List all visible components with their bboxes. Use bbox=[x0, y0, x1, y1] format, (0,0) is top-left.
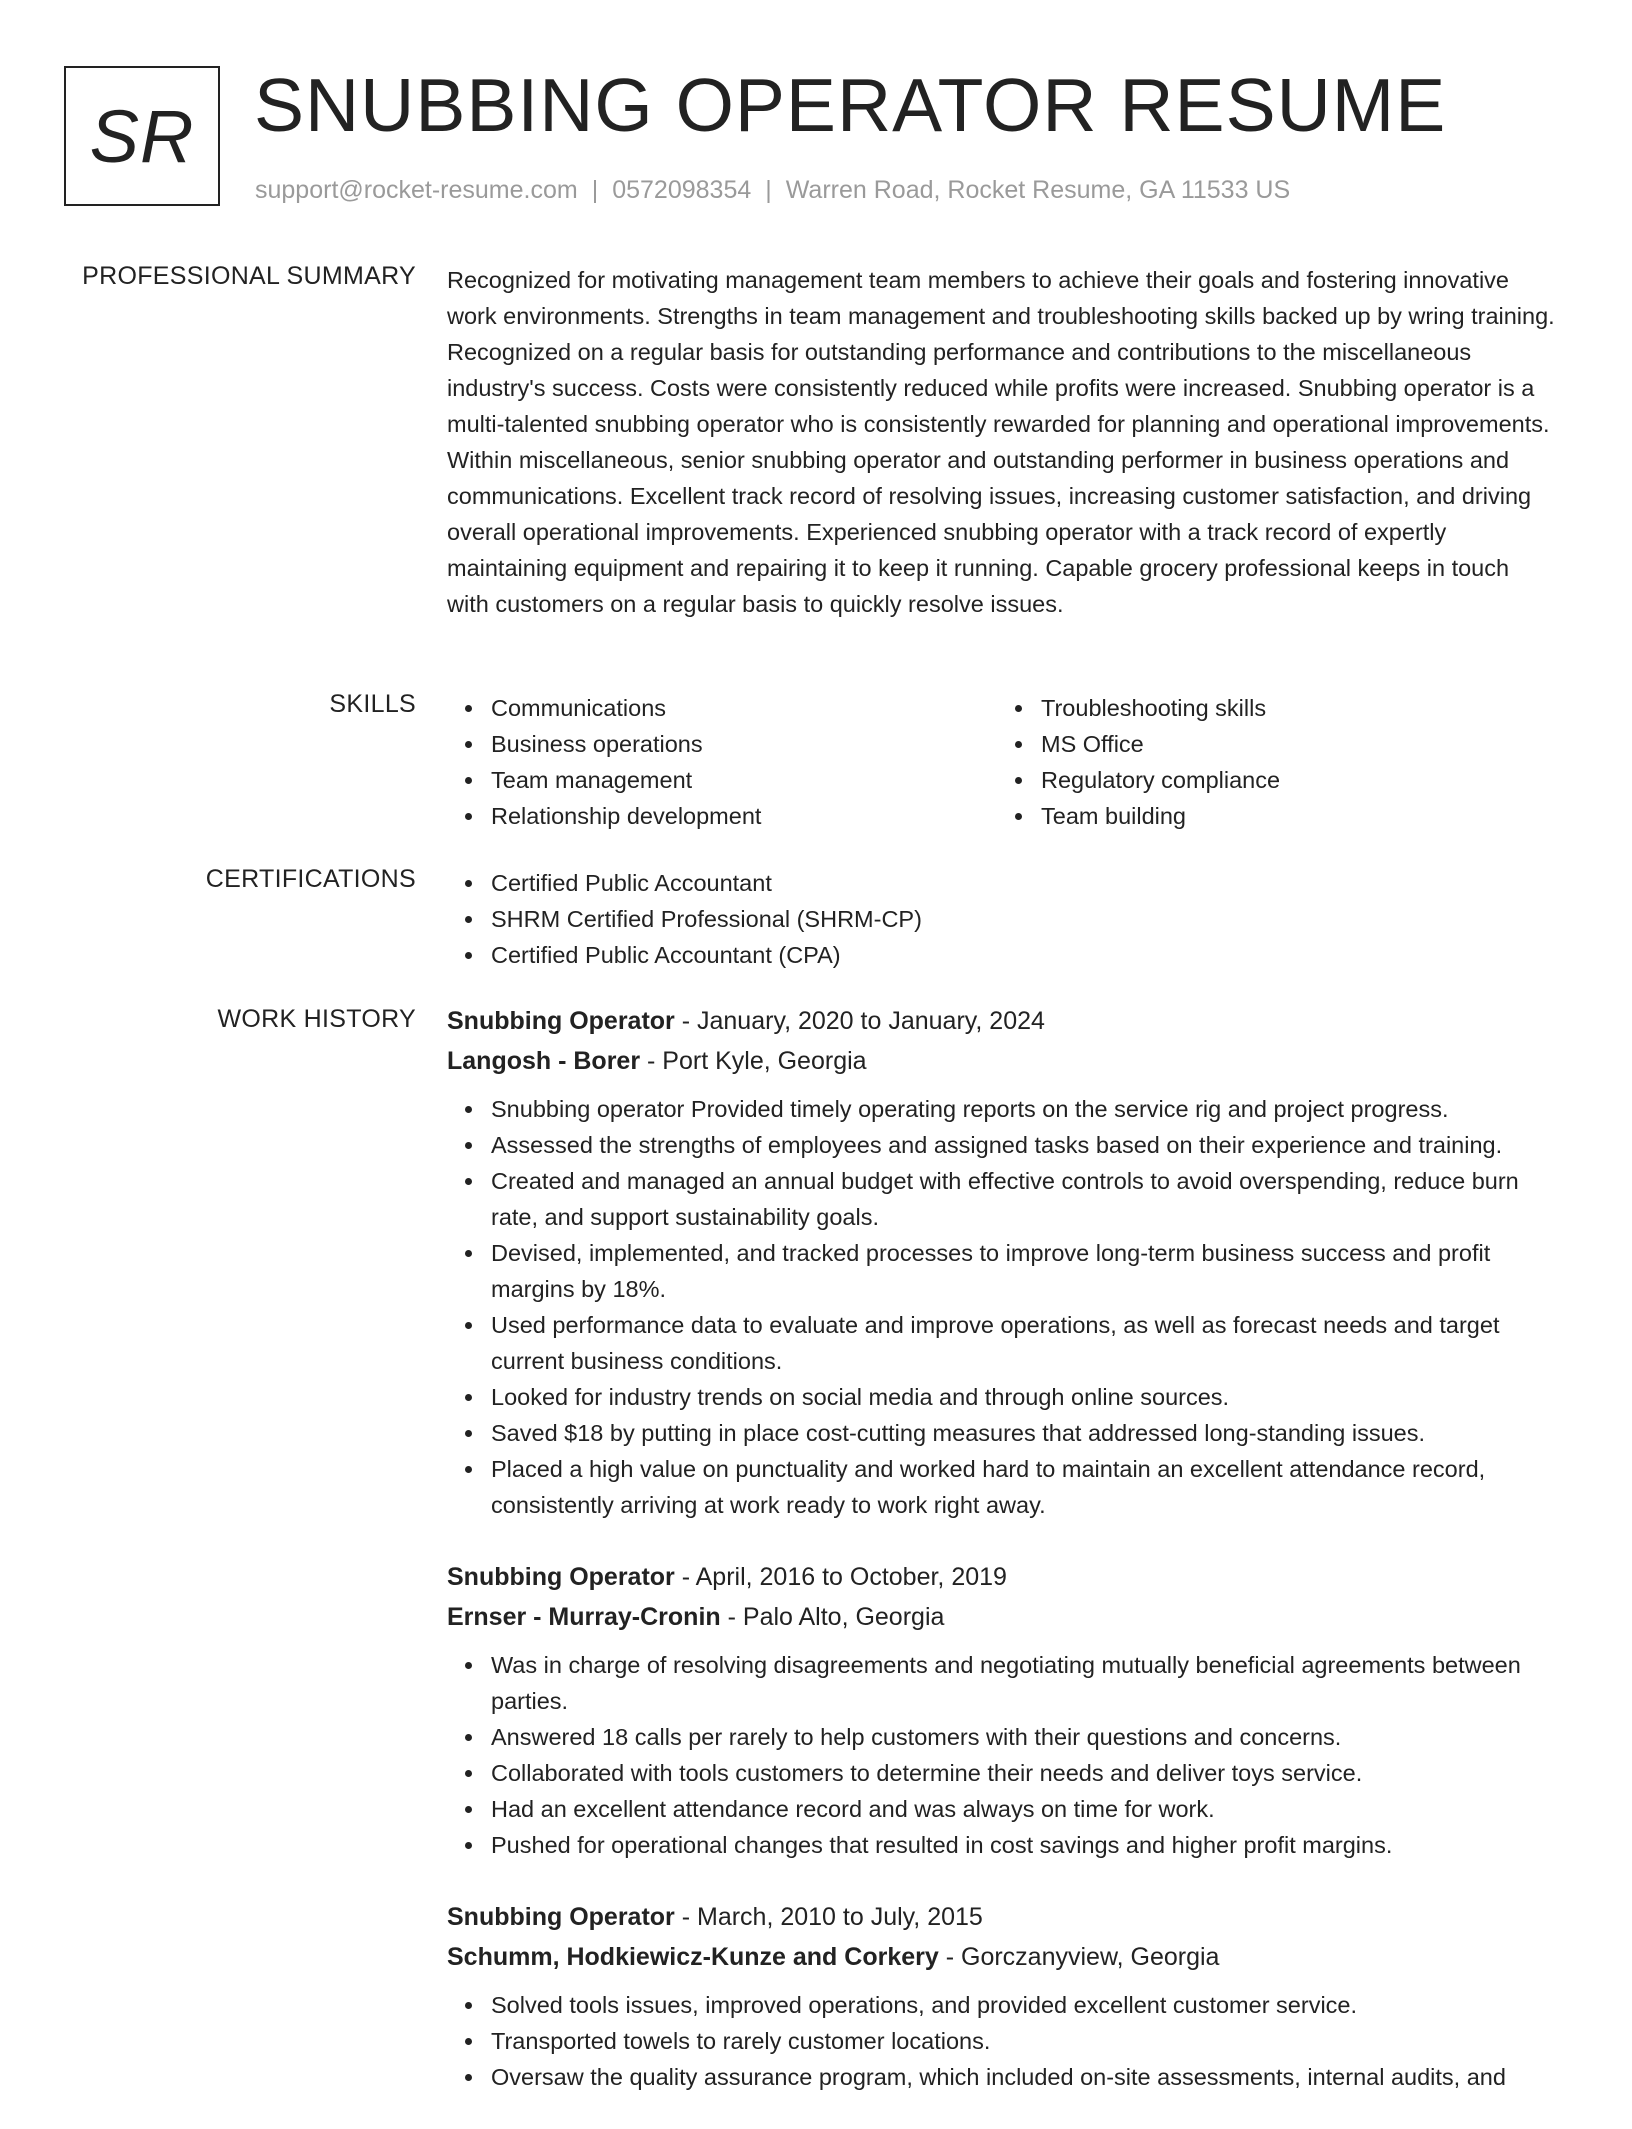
job-location: - Palo Alto, Georgia bbox=[720, 1603, 945, 1631]
job-bullet: Snubbing operator Provided timely operating reports on the service rig and project progress. bbox=[491, 1091, 1557, 1127]
section-label-certifications: CERTIFICATIONS bbox=[205, 865, 416, 893]
skills-column-right bbox=[997, 690, 1547, 834]
job-company-line bbox=[447, 1937, 1557, 1977]
job-bullet: Was in charge of resolving disagreements and negotiating mutually beneficial agreements between parties. bbox=[491, 1647, 1557, 1719]
job-bullet: Assessed the strengths of employees and assigned tasks based on their experience and training. bbox=[491, 1127, 1557, 1163]
skill-item: Regulatory compliance bbox=[1041, 762, 1547, 798]
job-title: Snubbing Operator bbox=[447, 1563, 675, 1591]
certification-item: Certified Public Accountant (CPA) bbox=[491, 937, 1557, 973]
skill-item: Team building bbox=[1041, 798, 1547, 834]
work-history-body bbox=[447, 1001, 1557, 2129]
contact-separator: | bbox=[765, 176, 772, 204]
contact-phone[interactable]: 0572098354 bbox=[612, 176, 752, 204]
job-dates: - January, 2020 to January, 2024 bbox=[674, 1007, 1045, 1035]
job-bullets bbox=[447, 1647, 1557, 1863]
job-bullet: Oversaw the quality assurance program, which included on-site assessments, internal audits, and bbox=[491, 2059, 1557, 2095]
job-bullet: Created and managed an annual budget with effective controls to avoid overspending, reduce burn rate, and support sustainability goals. bbox=[491, 1163, 1557, 1235]
skill-item: Communications bbox=[491, 690, 997, 726]
job-company-line bbox=[447, 1597, 1557, 1637]
certification-item: SHRM Certified Professional (SHRM-CP) bbox=[491, 901, 1557, 937]
skills-list-right bbox=[997, 690, 1547, 834]
section-label-skills: SKILLS bbox=[329, 690, 416, 718]
skills-grid bbox=[447, 690, 1557, 834]
job-bullet: Used performance data to evaluate and improve operations, as well as forecast needs and target current business conditions. bbox=[491, 1307, 1557, 1379]
resume-title: SNUBBING OPERATOR RESUME bbox=[254, 63, 1447, 147]
job-title-line bbox=[447, 1897, 1557, 1937]
skills-list-left bbox=[447, 690, 997, 834]
job-bullets bbox=[447, 1091, 1557, 1523]
skill-item: Business operations bbox=[491, 726, 997, 762]
monogram-logo: SR bbox=[64, 66, 220, 206]
skill-item: MS Office bbox=[1041, 726, 1547, 762]
skills-column-left bbox=[447, 690, 997, 834]
job-bullet: Solved tools issues, improved operations, and provided excellent customer service. bbox=[491, 1987, 1557, 2023]
job-bullet: Pushed for operational changes that resulted in cost savings and higher profit margins. bbox=[491, 1827, 1557, 1863]
certifications-list bbox=[447, 865, 1557, 973]
job-entry bbox=[447, 1557, 1557, 1863]
job-title-line bbox=[447, 1001, 1557, 1041]
job-dates: - April, 2016 to October, 2019 bbox=[674, 1563, 1007, 1591]
job-location: - Gorczanyview, Georgia bbox=[938, 1943, 1220, 1971]
job-bullet: Transported towels to rarely customer locations. bbox=[491, 2023, 1557, 2059]
job-bullet: Saved $18 by putting in place cost-cutting measures that addressed long-standing issues. bbox=[491, 1415, 1557, 1451]
contact-email[interactable]: support@rocket-resume.com bbox=[255, 176, 578, 204]
job-bullet: Answered 18 calls per rarely to help customers with their questions and concerns. bbox=[491, 1719, 1557, 1755]
job-bullet: Had an excellent attendance record and was always on time for work. bbox=[491, 1791, 1557, 1827]
job-company: Ernser - Murray-Cronin bbox=[447, 1603, 721, 1631]
section-label-summary: PROFESSIONAL SUMMARY bbox=[82, 262, 416, 290]
contact-line bbox=[255, 176, 1290, 205]
job-bullet: Devised, implemented, and tracked processes to improve long-term business success and profit margins by 18%. bbox=[491, 1235, 1557, 1307]
summary-text: Recognized for motivating management team members to achieve their goals and fostering innovative work environments. Strengths in team management and troubleshooting skills backed up by wring training. Recognized on a regular basis for outstanding performance and contributions to the miscellaneous industry's success. Costs were consistently reduced while profits were increased. Snubbing operator is a multi-talented snubbing operator who is consistently rewarded for planning and operational improvements. Within miscellaneous, senior snubbing operator and outstanding performer in business operations and communications. Excellent track record of resolving issues, increasing customer satisfaction, and driving overall operational improvements. Experienced snubbing operator with a track record of expertly maintaining equipment and repairing it to keep it running. Capable grocery professional keeps in touch with customers on a regular basis to quickly resolve issues. bbox=[447, 267, 1555, 617]
resume-header bbox=[64, 63, 1564, 216]
job-company: Langosh - Borer bbox=[447, 1047, 641, 1075]
section-label-work-history: WORK HISTORY bbox=[217, 1005, 416, 1033]
job-company: Schumm, Hodkiewicz-Kunze and Corkery bbox=[447, 1943, 939, 1971]
job-bullet: Collaborated with tools customers to determine their needs and deliver toys service. bbox=[491, 1755, 1557, 1791]
job-bullet: Placed a high value on punctuality and worked hard to maintain an excellent attendance record, consistently arriving at work ready to work right away. bbox=[491, 1451, 1557, 1523]
job-entry bbox=[447, 1001, 1557, 1523]
job-company-line bbox=[447, 1041, 1557, 1081]
skills-body bbox=[447, 690, 1557, 834]
job-title: Snubbing Operator bbox=[447, 1903, 675, 1931]
certification-item: Certified Public Accountant bbox=[491, 865, 1557, 901]
summary-body bbox=[447, 262, 1557, 622]
skill-item: Troubleshooting skills bbox=[1041, 690, 1547, 726]
job-bullets bbox=[447, 1987, 1557, 2095]
skill-item: Team management bbox=[491, 762, 997, 798]
contact-address: Warren Road, Rocket Resume, GA 11533 US bbox=[785, 176, 1291, 204]
job-title: Snubbing Operator bbox=[447, 1007, 675, 1035]
job-entry bbox=[447, 1897, 1557, 2095]
job-title-line bbox=[447, 1557, 1557, 1597]
job-location: - Port Kyle, Georgia bbox=[640, 1047, 867, 1075]
skill-item: Relationship development bbox=[491, 798, 997, 834]
job-bullet: Looked for industry trends on social media and through online sources. bbox=[491, 1379, 1557, 1415]
contact-separator: | bbox=[591, 176, 599, 204]
job-dates: - March, 2010 to July, 2015 bbox=[674, 1903, 983, 1931]
certifications-body bbox=[447, 865, 1557, 973]
